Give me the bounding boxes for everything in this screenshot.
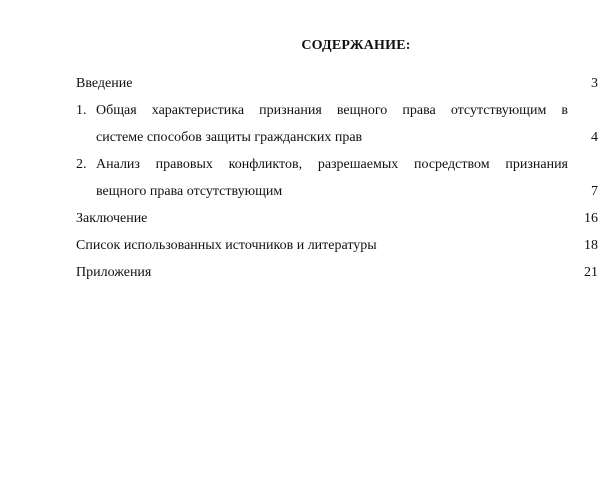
toc-entry-line2: системе способов защиты гражданских прав xyxy=(96,130,363,145)
toc-entry-chapter-1 xyxy=(76,97,598,151)
toc-entry-label: Заключение xyxy=(76,211,148,226)
toc-entry-page: 3 xyxy=(591,76,598,91)
toc-entry-label: Список использованных источников и литературы xyxy=(76,238,377,253)
toc-entry-number: 1. xyxy=(76,103,87,118)
toc-entry-body xyxy=(96,151,598,205)
toc-entry-number: 2. xyxy=(76,157,87,172)
toc-title: СОДЕРЖАНИЕ: xyxy=(301,38,411,53)
toc-entry-line1: Общая характеристика признания вещного права отсутствующим в xyxy=(96,103,568,118)
toc-entry-page: 4 xyxy=(591,130,598,145)
toc-entry-page: 7 xyxy=(591,184,598,199)
toc-entry-label: Введение xyxy=(76,76,133,91)
toc-entry-body xyxy=(96,97,598,151)
toc-entry-line2-row xyxy=(96,124,598,151)
toc-entry-page: 21 xyxy=(584,265,598,280)
toc-entry-page: 18 xyxy=(584,238,598,253)
toc-entry-conclusion xyxy=(76,205,598,232)
toc-entry-appendices xyxy=(76,259,598,286)
toc-entry-introduction xyxy=(76,70,598,97)
toc-entry-label: Приложения xyxy=(76,265,152,280)
toc-entry-line2-row xyxy=(96,178,598,205)
toc-entry-references xyxy=(76,232,598,259)
toc-entry-chapter-2 xyxy=(76,151,598,205)
toc-entry-line2: вещного права отсутствующим xyxy=(96,184,283,199)
table-of-contents xyxy=(76,70,598,286)
toc-entry-line1: Анализ правовых конфликтов, разрешаемых посредством признания xyxy=(96,157,568,172)
toc-entry-page: 16 xyxy=(584,211,598,226)
